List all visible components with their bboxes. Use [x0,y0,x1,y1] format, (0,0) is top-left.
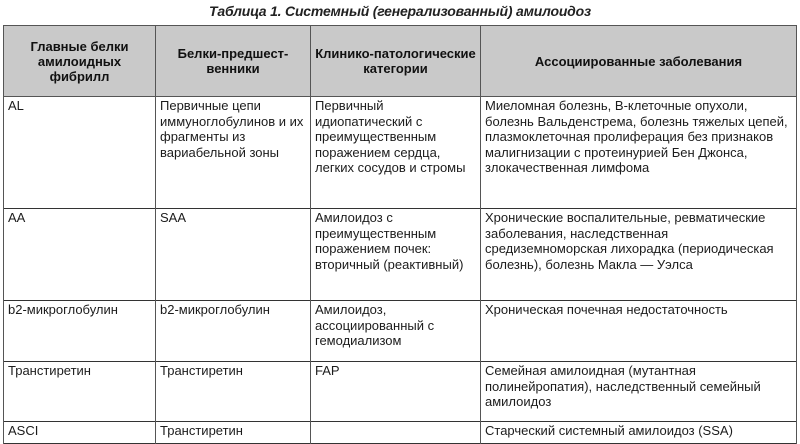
table-caption: Таблица 1. Системный (генерализованный) амилоидоз [209,3,591,19]
cell-category: Амилоидоз с преимущественным поражением почек: вторичный (реактивный) [311,209,481,301]
cell-protein: AL [4,97,156,209]
table-row [4,301,797,362]
cell-protein: ASCI [4,422,156,444]
cell-protein: AA [4,209,156,301]
header-precursor-proteins: Белки-предшест-венники [156,26,311,97]
cell-category: FAP [311,362,481,422]
cell-protein: Транстиретин [4,362,156,422]
header-associated-diseases: Ассоциированные заболевания [481,26,797,97]
header-main-proteins: Главные белки амилоидных фибрилл [4,26,156,97]
table-body [4,97,797,444]
cell-protein: b2-микроглобулин [4,301,156,362]
cell-precursor: b2-микроглобулин [156,301,311,362]
cell-category: Амилоидоз, ассоциированный с гемодиализом [311,301,481,362]
table-row [4,97,797,209]
table-row [4,422,797,444]
cell-precursor: Транстиретин [156,422,311,444]
cell-diseases: Семейная амилоидная (мутантная полинейропатия), наследственный семейный амилоидоз [481,362,797,422]
table-row [4,362,797,422]
cell-precursor: Первичные цепи иммуноглобулинов и их фрагменты из вариабельной зоны [156,97,311,209]
header-clinical-categories: Клинико-патологические категории [311,26,481,97]
table-row [4,209,797,301]
cell-diseases: Хроническая почечная недостаточность [481,301,797,362]
table-header [4,26,797,97]
cell-category [311,422,481,444]
cell-diseases: Хронические воспалительные, ревматические заболевания, наследственная средиземноморская лихорадка (периодическая болезнь), болезнь Макла — Уэлса [481,209,797,301]
cell-diseases: Старческий системный амилоидоз (SSA) [481,422,797,444]
cell-diseases: Миеломная болезнь, B-клеточные опухоли, болезнь Вальденстрема, болезнь тяжелых цепей, плазмоклеточная пролиферация без признаков малигнизации с протеинурией Бен Джонса, злокачественная лимфома [481,97,797,209]
header-row [4,26,797,97]
cell-precursor: Транстиретин [156,362,311,422]
cell-category: Первичный идиопатический с преимущественным поражением сердца, легких сосудов и стромы [311,97,481,209]
cell-precursor: SAA [156,209,311,301]
amyloidosis-table [3,25,797,444]
